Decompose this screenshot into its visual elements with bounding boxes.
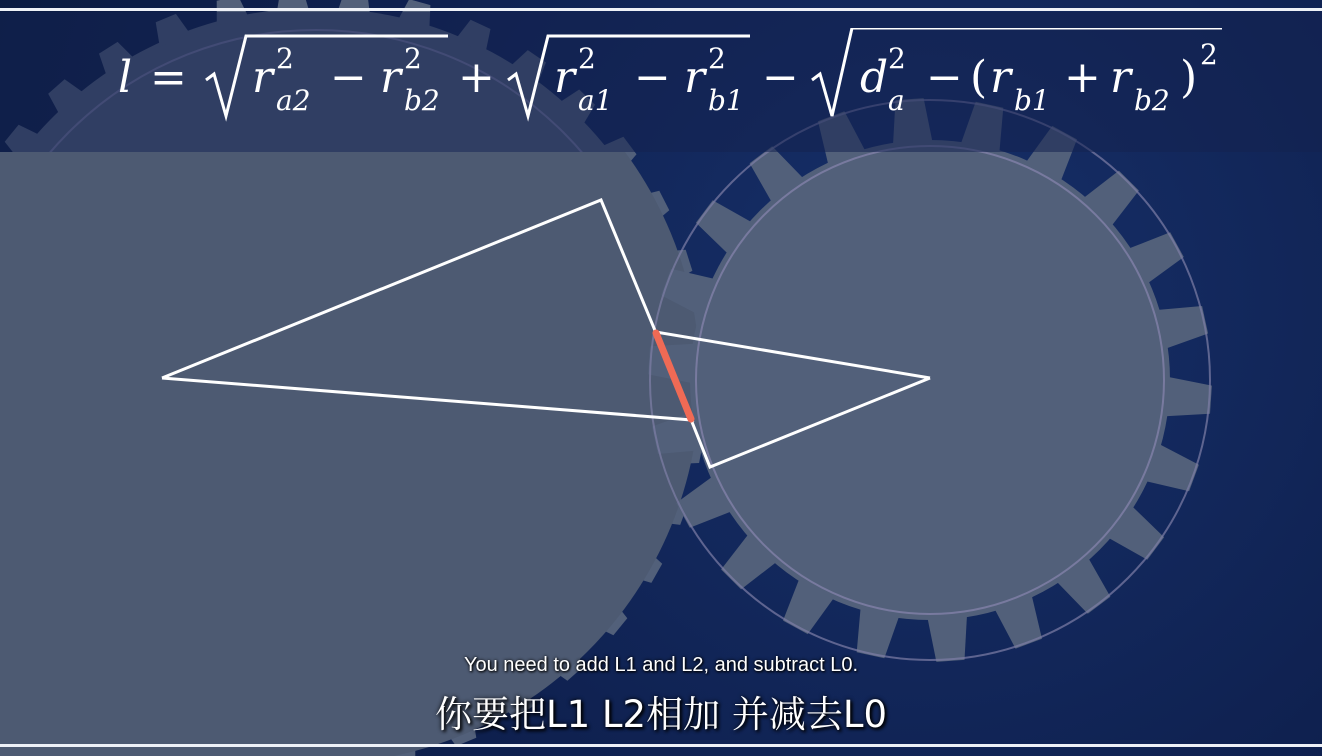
term-r-b2-sup: 2 — [404, 42, 422, 75]
formula-expression — [118, 28, 1222, 117]
term-r-b2-paren-sub: b2 — [1134, 84, 1170, 117]
term-r-a1-sub: a1 — [578, 84, 613, 117]
term-d-a-sup: 2 — [888, 42, 906, 75]
gear-tooth — [857, 606, 900, 659]
term-d-a-sub: a — [888, 84, 905, 117]
formula — [0, 28, 1322, 138]
term-r-a1-sup: 2 — [578, 42, 596, 75]
formula-plus: + — [458, 52, 495, 103]
term-r-b1-paren: r — [990, 52, 1012, 103]
term-d-a: d — [860, 52, 889, 103]
formula-lparen: ( — [970, 52, 988, 103]
term-r-a2-sub: a2 — [276, 84, 311, 117]
formula-rparen: ) — [1180, 52, 1198, 103]
term-r-a2: r — [252, 52, 274, 103]
term-r-b1-sup: 2 — [708, 42, 726, 75]
gear-tooth — [1155, 306, 1208, 349]
term-r-b1-sub: b1 — [708, 84, 744, 117]
gear-tooth — [1163, 377, 1212, 417]
top-border-line — [0, 8, 1322, 11]
term-r-b2-paren: r — [1110, 52, 1132, 103]
formula-equals: = — [150, 52, 187, 103]
bottom-border-line — [0, 744, 1322, 747]
formula-minus-1: − — [330, 52, 367, 103]
formula-outer-sup: 2 — [1200, 38, 1218, 71]
term-r-b1-paren-sub: b1 — [1014, 84, 1050, 117]
formula-plus-2: + — [1064, 52, 1101, 103]
subtitle-chinese: 你要把L1 L2相加 并减去L0 — [435, 693, 887, 736]
formula-minus-4: − — [926, 52, 963, 103]
term-r-b1: r — [684, 52, 706, 103]
right-gear — [648, 98, 1212, 662]
term-r-b2-sub: b2 — [404, 84, 440, 117]
term-r-a2-sup: 2 — [276, 42, 294, 75]
formula-lhs: l — [118, 52, 133, 103]
term-r-a1: r — [554, 52, 576, 103]
formula-minus-2: − — [634, 52, 671, 103]
formula-minus-3: − — [762, 52, 799, 103]
subtitle-english: You need to add L1 and L2, and subtract L0. — [463, 654, 859, 676]
term-r-b2: r — [380, 52, 402, 103]
